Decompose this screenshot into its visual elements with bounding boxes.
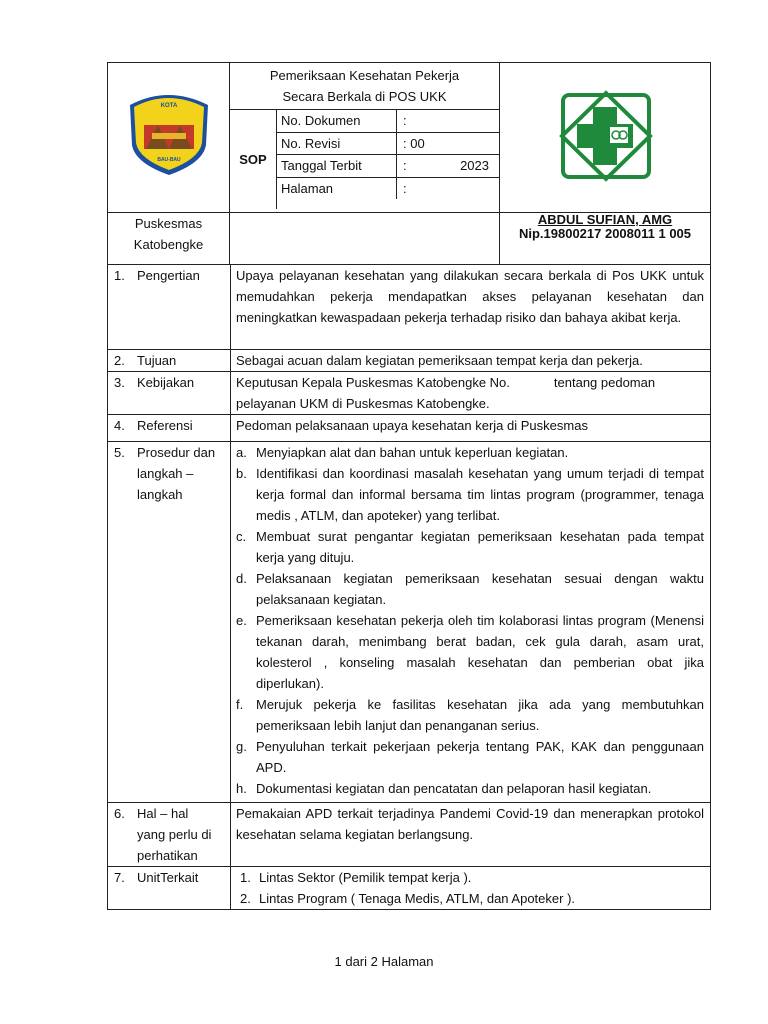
section-label: yang perlu di — [137, 827, 212, 842]
section-text: Pedoman pelaksanaan upaya kesehatan kerja di Puskesmas — [236, 418, 588, 433]
meta-value-colon: : — [403, 158, 407, 173]
list-marker: a. — [236, 445, 247, 460]
puskesmas-logo — [500, 63, 711, 209]
sop-document — [107, 62, 710, 910]
section-label: Pengertian — [137, 268, 200, 283]
section-label: Prosedur dan — [137, 445, 216, 460]
meta-value — [397, 155, 499, 177]
list-marker: b. — [236, 466, 247, 481]
list-text: Membuat surat pengantar kegiatan pemeriksaan kesehatan pada tempat kerja yang dituju. — [256, 529, 704, 565]
signature-cell — [500, 213, 711, 265]
section-label: Referensi — [137, 418, 193, 433]
list-text: Penyuluhan terkait pekerjaan pekerja tentang PAK, KAK dan penggunaan APD. — [256, 739, 704, 775]
puskesmas-line-2: Katobengke — [133, 237, 204, 252]
list-marker: c. — [236, 529, 247, 544]
signer-name: ABDUL SUFIAN, AMG — [537, 212, 673, 227]
list-item — [236, 778, 704, 799]
section-tujuan — [108, 350, 711, 372]
section-label: UnitTerkait — [137, 870, 199, 885]
list-marker: h. — [236, 781, 247, 796]
list-item — [236, 568, 704, 610]
section-text: Pemakaian APD terkait terjadinya Pandemi Covid-19 dan menerapkan protokol kesehatan selama kegiatan berlangsung. — [236, 806, 704, 842]
meta-key: Tanggal Terbit — [277, 155, 397, 177]
meta-row — [277, 133, 499, 156]
meta-row — [277, 178, 499, 200]
section-label: perhatikan — [137, 848, 198, 863]
section-label: langkah — [137, 487, 183, 502]
list-item — [240, 867, 704, 888]
list-marker: 2. — [240, 891, 251, 906]
list-item — [236, 694, 704, 736]
section-number: 7. — [114, 870, 125, 885]
section-label: langkah – — [137, 466, 194, 481]
header-table — [107, 62, 711, 265]
section-text: Sebagai acuan dalam kegiatan pemeriksaan tempat kerja dan pekerja. — [236, 353, 643, 368]
puskesmas-cell — [108, 213, 230, 265]
list-item — [236, 526, 704, 568]
signer-nip: Nip.19800217 2008011 1 005 — [518, 226, 692, 241]
section-hal — [108, 803, 711, 867]
logo-text-top: KOTA — [160, 103, 178, 109]
meta-row — [277, 110, 499, 133]
section-label: Kebijakan — [137, 375, 195, 390]
meta-year: 2023 — [460, 158, 489, 173]
list-item — [236, 442, 704, 463]
section-text: Upaya pelayanan kesehatan yang dilakukan secara berkala di Pos UKK untuk memudahkan pekerja mendapatkan akses pelayanan kesehatan dan meningkatkan kewaspadaan pekerja terhadap risiko dan bahaya akibat kerja. — [236, 268, 704, 325]
title-line-1: Pemeriksaan Kesehatan Pekerja — [269, 68, 460, 83]
section-number: 1. — [114, 268, 125, 283]
list-marker: 1. — [240, 870, 251, 885]
section-number: 4. — [114, 418, 125, 433]
procedure-list — [236, 442, 704, 799]
section-unit — [108, 867, 711, 910]
list-text: Identifikasi dan koordinasi masalah kesehatan yang umum terjadi di tempat kerja formal dan informal bersama tim lintas program (programmer, tenaga medis , ATLM, dan apoteker) yang terlibat. — [256, 466, 704, 523]
meta-value: : — [403, 113, 407, 128]
list-marker: d. — [236, 571, 247, 586]
meta-key: No. Revisi — [277, 133, 397, 155]
meta-value: : 00 — [403, 135, 425, 151]
section-label: Tujuan — [137, 353, 177, 368]
list-text: Dokumentasi kegiatan dan pencatatan dan pelaporan hasil kegiatan. — [256, 781, 652, 796]
title-cell — [230, 63, 500, 213]
list-marker: f. — [236, 697, 244, 712]
list-marker: g. — [236, 739, 247, 754]
section-label: Hal – hal — [137, 806, 189, 821]
list-text: Lintas Sektor (Pemilik tempat kerja ). — [259, 870, 472, 885]
content-table — [107, 264, 711, 910]
list-item — [236, 463, 704, 526]
kebijakan-text-c: pelayanan UKM di Puskesmas Katobengke. — [236, 396, 490, 411]
list-item — [236, 736, 704, 778]
meta-key: No. Dokumen — [277, 110, 397, 132]
section-number: 2. — [114, 353, 125, 368]
meta-value: : — [403, 180, 407, 196]
list-item — [236, 610, 704, 694]
meta-key: Halaman — [277, 178, 397, 200]
meta-table — [277, 110, 499, 209]
logo-text-bottom: BAU-BAU — [157, 157, 181, 163]
section-kebijakan — [108, 372, 711, 415]
section-number: 5. — [114, 445, 125, 460]
list-text: Menyiapkan alat dan bahan untuk keperluan kegiatan. — [256, 445, 569, 460]
section-pengertian — [108, 265, 711, 350]
list-text: Merujuk pekerja ke fasilitas kesehatan jika ada yang membutuhkan pemeriksaan lebih lanjut dan penanganan serius. — [256, 697, 704, 733]
list-text: Lintas Program ( Tenaga Medis, ATLM, dan Apoteker ). — [259, 891, 576, 906]
section-number: 3. — [114, 375, 125, 390]
list-text: Pelaksanaan kegiatan pemeriksaan kesehatan sesuai dengan waktu pelaksanaan kegiatan. — [256, 571, 704, 607]
right-logo-cell — [500, 63, 711, 213]
empty-cell — [230, 213, 500, 265]
kebijakan-text-b: tentang pedoman — [553, 375, 656, 390]
kebijakan-text-a: Keputusan Kepala Puskesmas Katobengke No. — [236, 375, 510, 390]
meta-row — [277, 155, 499, 178]
puskesmas-line-1: Puskesmas — [134, 216, 203, 231]
city-emblem-logo — [108, 63, 230, 209]
page-footer: 1 dari 2 Halaman — [334, 954, 434, 969]
section-number: 6. — [114, 806, 125, 821]
left-logo-cell — [108, 63, 230, 213]
title-line-2: Secara Berkala di POS UKK — [282, 89, 447, 104]
section-referensi — [108, 415, 711, 442]
unit-list — [236, 867, 704, 909]
list-item — [240, 888, 704, 909]
list-text: Pemeriksaan kesehatan pekerja oleh tim kolaborasi lintas program (Menensi tekanan darah, menimbang berat badan, cek gula darah, asam urat, kolesterol , konseling masalah kesehatan dan pemberian obat jika diperlukan). — [256, 613, 704, 691]
list-marker: e. — [236, 613, 247, 628]
section-prosedur — [108, 442, 711, 803]
sop-label: SOP — [230, 110, 277, 209]
